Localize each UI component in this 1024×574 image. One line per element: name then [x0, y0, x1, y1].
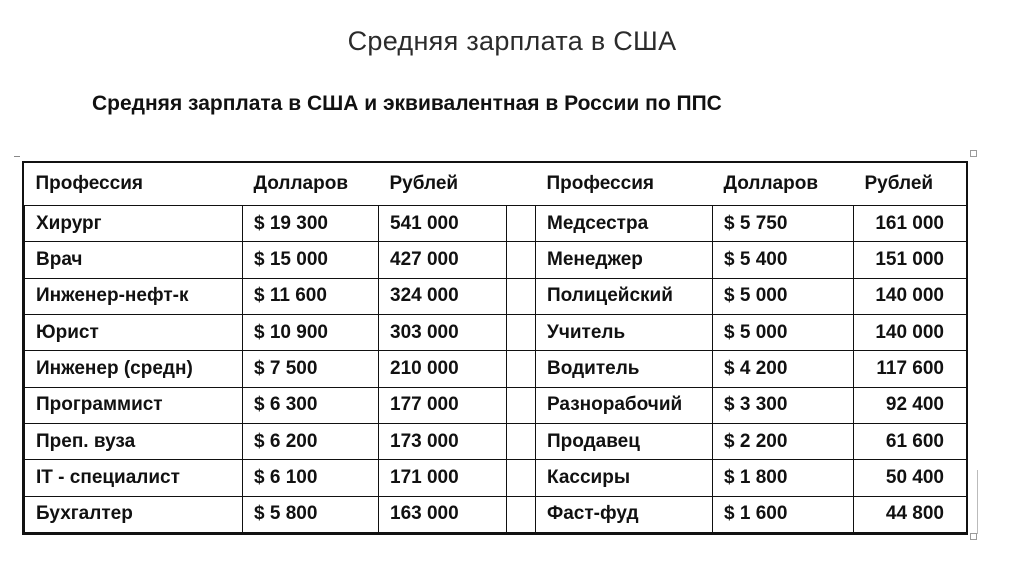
dollars-cell: $ 6 100	[243, 460, 379, 496]
header-rubles-left: Рублей	[389, 173, 459, 194]
profession-cell: Инженер-нефт-к	[25, 278, 243, 314]
profession-cell: Кассиры	[536, 460, 713, 496]
rubles-cell: 61 600	[854, 423, 967, 459]
dollars-cell: $ 6 300	[243, 387, 379, 423]
selection-marker	[14, 156, 20, 157]
profession-cell: Медсестра	[536, 206, 713, 242]
gap-cell	[507, 496, 536, 532]
dollars-cell: $ 10 900	[243, 314, 379, 350]
dollars-cell: $ 1 800	[713, 460, 854, 496]
gap-cell	[507, 351, 536, 387]
profession-cell: Бухгалтер	[25, 496, 243, 532]
table-row	[25, 496, 967, 532]
salary-table	[24, 163, 967, 533]
header-rubles-right: Рублей	[864, 173, 934, 194]
profession-cell: Преп. вуза	[25, 423, 243, 459]
rubles-cell: 177 000	[379, 387, 507, 423]
dollars-cell: $ 19 300	[243, 206, 379, 242]
gap-cell	[507, 460, 536, 496]
rubles-cell: 50 400	[854, 460, 967, 496]
dollars-cell: $ 15 000	[243, 242, 379, 278]
gap-cell	[507, 278, 536, 314]
profession-cell: Водитель	[536, 351, 713, 387]
table-row	[25, 314, 967, 350]
profession-cell: Разнорабочий	[536, 387, 713, 423]
profession-cell: Юрист	[25, 314, 243, 350]
dollars-cell: $ 11 600	[243, 278, 379, 314]
header-profession-left: Профессия	[35, 173, 143, 194]
header-dollars-left: Долларов	[253, 173, 348, 194]
profession-cell: Врач	[25, 242, 243, 278]
dollars-cell: $ 2 200	[713, 423, 854, 459]
table-row	[25, 242, 967, 278]
table-row	[25, 206, 967, 242]
slide-title: Средняя зарплата в США	[347, 26, 677, 56]
dollars-cell: $ 4 200	[713, 351, 854, 387]
profession-cell: Менеджер	[536, 242, 713, 278]
rubles-cell: 303 000	[379, 314, 507, 350]
salary-table-container[interactable]	[22, 161, 968, 535]
rubles-cell: 161 000	[854, 206, 967, 242]
table-row	[25, 460, 967, 496]
dollars-cell: $ 5 000	[713, 278, 854, 314]
dollars-cell: $ 7 500	[243, 351, 379, 387]
header-dollars-right: Долларов	[723, 173, 818, 194]
dollars-cell: $ 3 300	[713, 387, 854, 423]
profession-cell: Учитель	[536, 314, 713, 350]
rubles-cell: 117 600	[854, 351, 967, 387]
rubles-cell: 427 000	[379, 242, 507, 278]
profession-cell: IT - специалист	[25, 460, 243, 496]
rubles-cell: 171 000	[379, 460, 507, 496]
header-row	[25, 163, 967, 206]
gap-cell	[507, 206, 536, 242]
rubles-cell: 173 000	[379, 423, 507, 459]
table-title: Средняя зарплата в США и эквивалентная в России по ППС	[92, 92, 722, 115]
table-row	[25, 351, 967, 387]
gap-cell	[507, 387, 536, 423]
table-row	[25, 423, 967, 459]
profession-cell: Инженер (средн)	[25, 351, 243, 387]
gap-cell	[507, 314, 536, 350]
dollars-cell: $ 5 750	[713, 206, 854, 242]
header-gap	[507, 163, 536, 206]
rubles-cell: 92 400	[854, 387, 967, 423]
dollars-cell: $ 6 200	[243, 423, 379, 459]
rubles-cell: 140 000	[854, 278, 967, 314]
profession-cell: Хирург	[25, 206, 243, 242]
gap-cell	[507, 423, 536, 459]
rubles-cell: 44 800	[854, 496, 967, 532]
dollars-cell: $ 1 600	[713, 496, 854, 532]
resize-handle-top-right[interactable]	[970, 150, 977, 157]
profession-cell: Фаст-фуд	[536, 496, 713, 532]
profession-cell: Полицейский	[536, 278, 713, 314]
rubles-cell: 140 000	[854, 314, 967, 350]
table-row	[25, 278, 967, 314]
dollars-cell: $ 5 000	[713, 314, 854, 350]
rubles-cell: 541 000	[379, 206, 507, 242]
dollars-cell: $ 5 400	[713, 242, 854, 278]
profession-cell: Продавец	[536, 423, 713, 459]
table-row	[25, 387, 967, 423]
resize-handle-bottom-right[interactable]	[970, 533, 977, 540]
profession-cell: Программист	[25, 387, 243, 423]
rubles-cell: 210 000	[379, 351, 507, 387]
gap-cell	[507, 242, 536, 278]
rubles-cell: 163 000	[379, 496, 507, 532]
rubles-cell: 324 000	[379, 278, 507, 314]
rubles-cell: 151 000	[854, 242, 967, 278]
header-profession-right: Профессия	[546, 173, 654, 194]
dollars-cell: $ 5 800	[243, 496, 379, 532]
guide-line	[977, 470, 978, 534]
